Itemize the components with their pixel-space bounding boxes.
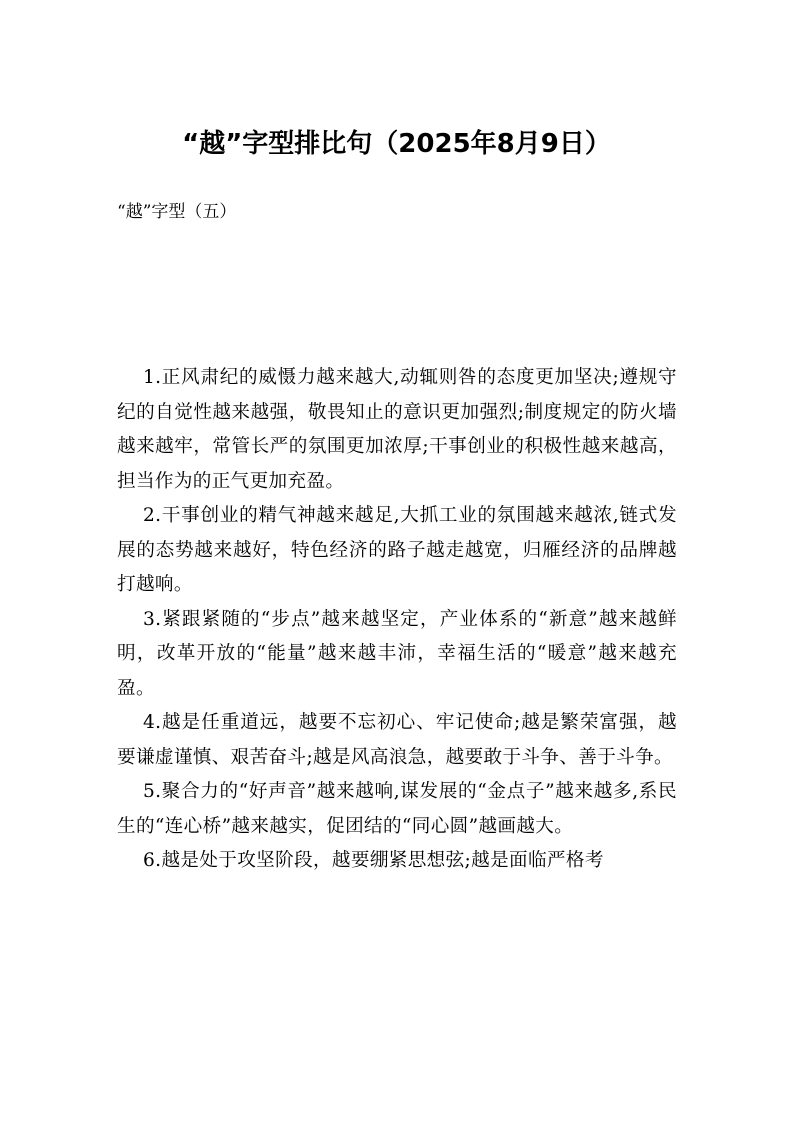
section-subtitle: “越”字型（五） [117,202,237,222]
paragraph-6: 6.越是处于攻坚阶段，越要绷紧思想弦;越是面临严格考 [143,850,604,871]
document-body [117,361,677,879]
paragraph-3: 3.紧跟紧随的“步点”越来越坚定，产业体系的“新意”越来越鲜明，改革开放的“能量”越来越丰沛，幸福生活的“暖意”越来越充盈。 [117,608,677,699]
paragraph-5: 5.聚合力的“好声音”越来越响,谋发展的“金点子”越来越多,系民生的“连心桥”越来越实，促团结的“同心圆”越画越大。 [117,781,677,837]
paragraph-2: 2.干事创业的精气神越来越足,大抓工业的氛围越来越浓,链式发展的态势越来越好，特色经济的路子越走越宽，归雁经济的品牌越打越响。 [117,505,677,595]
document-title: “越”字型排比句（2025年8月9日） [182,129,611,159]
paragraph-4: 4.越是任重道远，越要不忘初心、牢记使命;越是繁荣富强，越要谦虚谨慎、艰苦奋斗;越是风高浪急，越要敢于斗争、善于斗争。 [117,712,677,768]
paragraph-1: 1.正风肃纪的威慑力越来越大,动辄则咎的态度更加坚决;遵规守纪的自觉性越来越强，敬畏知止的意识更加强烈;制度规定的防火墙越来越牢，常管长严的氛围更加浓厚;干事创业的积极性越来越高，担当作为的正气更加充盈。 [117,367,677,492]
